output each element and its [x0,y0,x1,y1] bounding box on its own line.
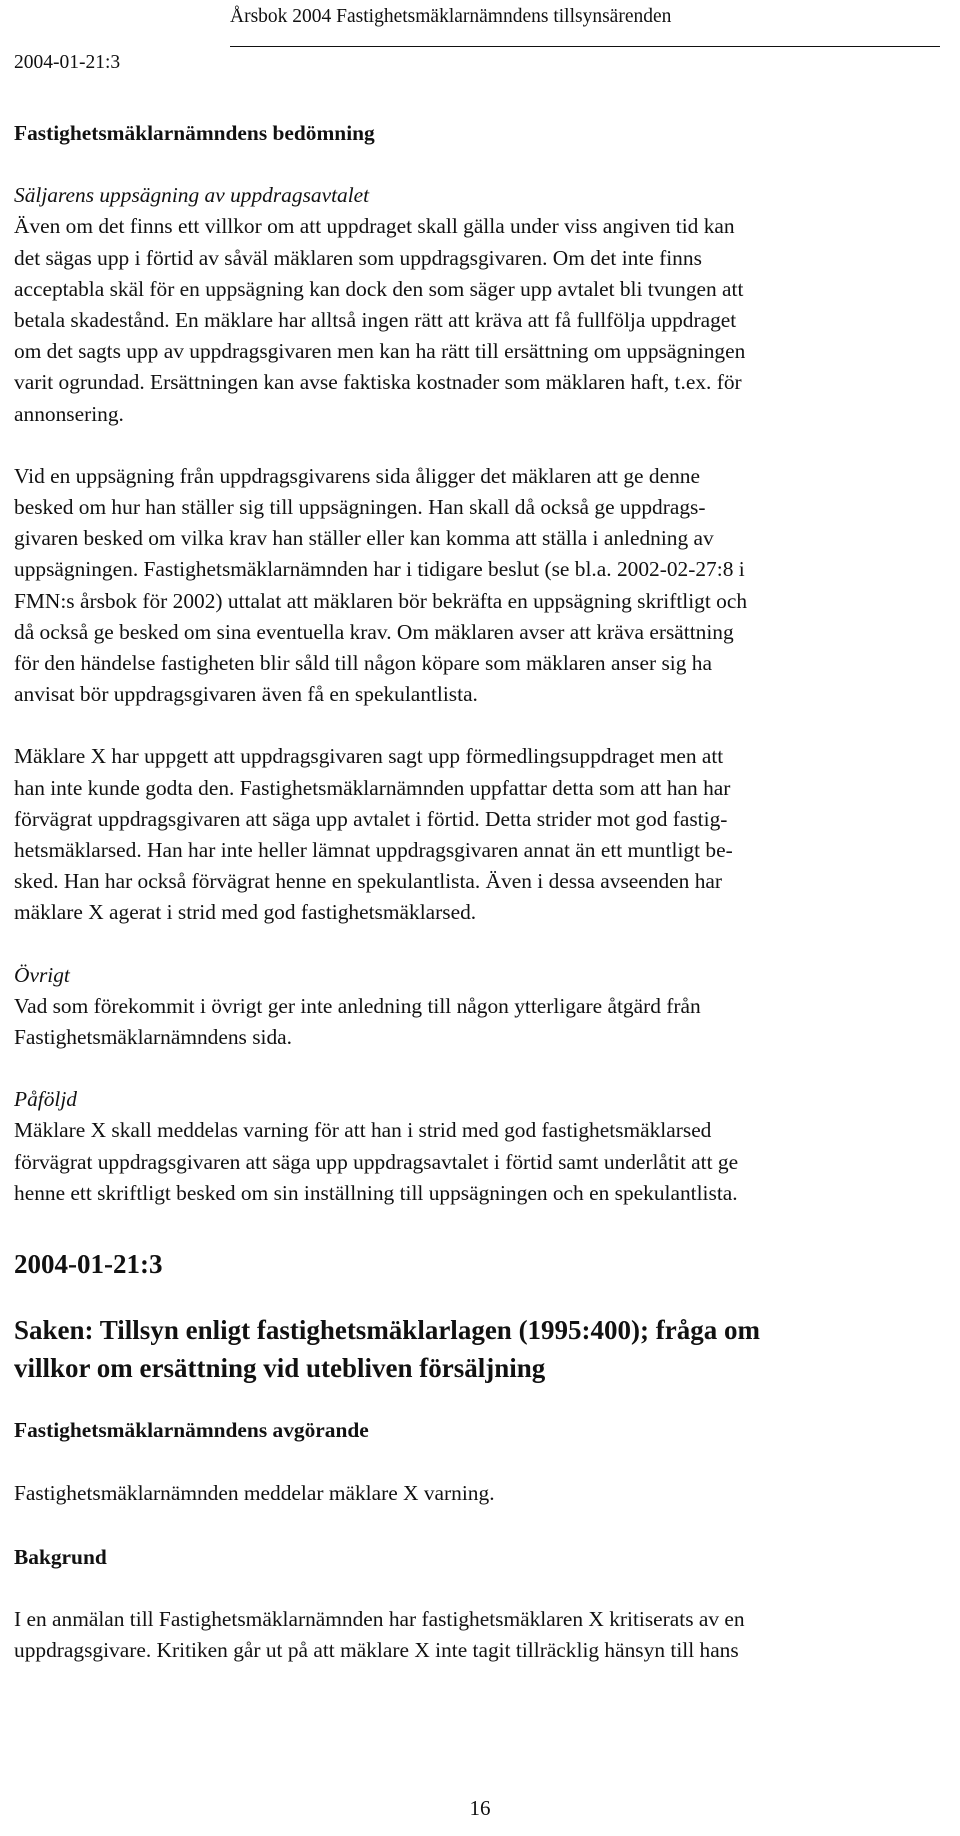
text-line: sked. Han har också förvägrat henne en spekulantlista. Även i dessa avseenden har [14,869,723,894]
paragraph-pafoljd [14,1115,959,1209]
text-line: Fastighetsmäklarnämndens sida. [14,1025,293,1050]
text-line: acceptabla skäl för en uppsägning kan dock den som säger upp avtalet bli tvungen att [14,276,744,301]
text-line: hetsmäklarsed. Han har inte heller lämnat uppdragsgivaren annat än ett muntligt be- [14,838,733,863]
paragraph-avgorande: Fastighetsmäklarnämnden meddelar mäklare X varning. [14,1481,495,1506]
paragraph-vid-uppsagning [14,461,959,711]
text-line: betala skadestånd. En mäklare har alltså ingen rätt att kräva att få fullfölja uppdraget [14,308,737,333]
text-line: han inte kunde godta den. Fastighetsmäklarnämnden uppfattar detta som att han har [14,775,731,800]
text-line: I en anmälan till Fastighetsmäklarnämnden har fastighetsmäklaren X kritiserats av en [14,1606,745,1631]
text-line: det sägas upp i förtid av såväl mäklaren som uppdragsgivaren. Om det inte finns [14,245,702,270]
text-line: besked om hur han ställer sig till uppsägningen. Han skall då också ge uppdrags- [14,495,706,520]
text-line: förvägrat uppdragsgivaren att säga upp avtalet i förtid. Detta strider mot god fastig- [14,806,728,831]
text-line: Mäklare X skall meddelas varning för att han i strid med god fastighetsmäklarsed [14,1118,712,1143]
text-line: om det sagts upp av uppdragsgivaren men kan ha rätt till ersättning om uppsägningen [14,339,746,364]
paragraph-ovrigt [14,991,959,1053]
text-line: Vid en uppsägning från uppdragsgivarens sida åligger det mäklaren att ge denne [14,463,700,488]
text-line: anvisat bör uppdragsgivaren även få en spekulantlista. [14,682,478,707]
text-line: henne ett skriftligt besked om sin inställning till uppsägningen och en spekulantlista. [14,1180,738,1205]
text-line: annonsering. [14,401,124,426]
text-line: Mäklare X har uppgett att uppdragsgivaren sagt upp förmedlingsuppdraget men att [14,744,724,769]
text-line: Vad som förekommit i övrigt ger inte anledning till någon ytterligare åtgärd från [14,993,701,1018]
text-line: för den händelse fastigheten blir såld till någon köpare som mäklaren anser sig ha [14,651,712,676]
document-body [14,118,959,1666]
case-subject-heading [14,1311,959,1387]
text-line: då också ge besked om sina eventuella krav. Om mäklaren avser att kräva ersättning [14,619,734,644]
text-line: Även om det finns ett villkor om att uppdraget skall gälla under viss angiven tid kan [14,214,735,239]
text-line: mäklare X agerat i strid med god fastighetsmäklarsed. [14,900,477,925]
text-line: givaren besked om vilka krav han ställer eller kan komma att ställa i anledning av [14,526,714,551]
subheading-saljarens-uppsagning: Säljarens uppsägning av uppdragsavtalet [14,183,370,208]
section-heading-avgorande: Fastighetsmäklarnämndens avgörande [14,1418,369,1443]
section-heading-bakgrund: Bakgrund [14,1544,107,1569]
text-line: uppsägningen. Fastighetsmäklarnämnden har i tidigare beslut (se bl.a. 2002-02-27:8 i [14,557,745,582]
case-number-heading: 2004-01-21:3 [14,1249,163,1280]
subheading-pafoljd: Påföljd [14,1087,77,1112]
paragraph-maklare-x [14,741,959,928]
subheading-ovrigt: Övrigt [14,962,70,987]
text-line: FMN:s årsbok för 2002) uttalat att mäklaren bör bekräfta en uppsägning skriftligt och [14,588,748,613]
page-number: 16 [469,1796,491,1820]
text-line: förvägrat uppdragsgivaren att säga upp uppdragsavtalet i förtid samt underlåtit att ge [14,1149,739,1174]
paragraph-saljarens [14,211,959,429]
header-divider [230,46,940,47]
running-header-title: Årsbok 2004 Fastighetsmäklarnämndens tillsynsärenden [230,6,672,27]
paragraph-bakgrund [14,1604,959,1666]
text-line: varit ogrundad. Ersättningen kan avse faktiska kostnader som mäklaren haft, t.ex. för [14,370,742,395]
text-line: uppdragsgivare. Kritiken går ut på att mäklare X inte tagit tillräcklig hänsyn till hans [14,1637,739,1662]
section-heading-bedomning: Fastighetsmäklarnämndens bedömning [14,121,375,145]
text-line: Saken: Tillsyn enligt fastighetsmäklarlagen (1995:400); fråga om [14,1315,760,1346]
text-line: villkor om ersättning vid utebliven försäljning [14,1353,546,1384]
running-header-case-ref: 2004-01-21:3 [14,52,121,73]
